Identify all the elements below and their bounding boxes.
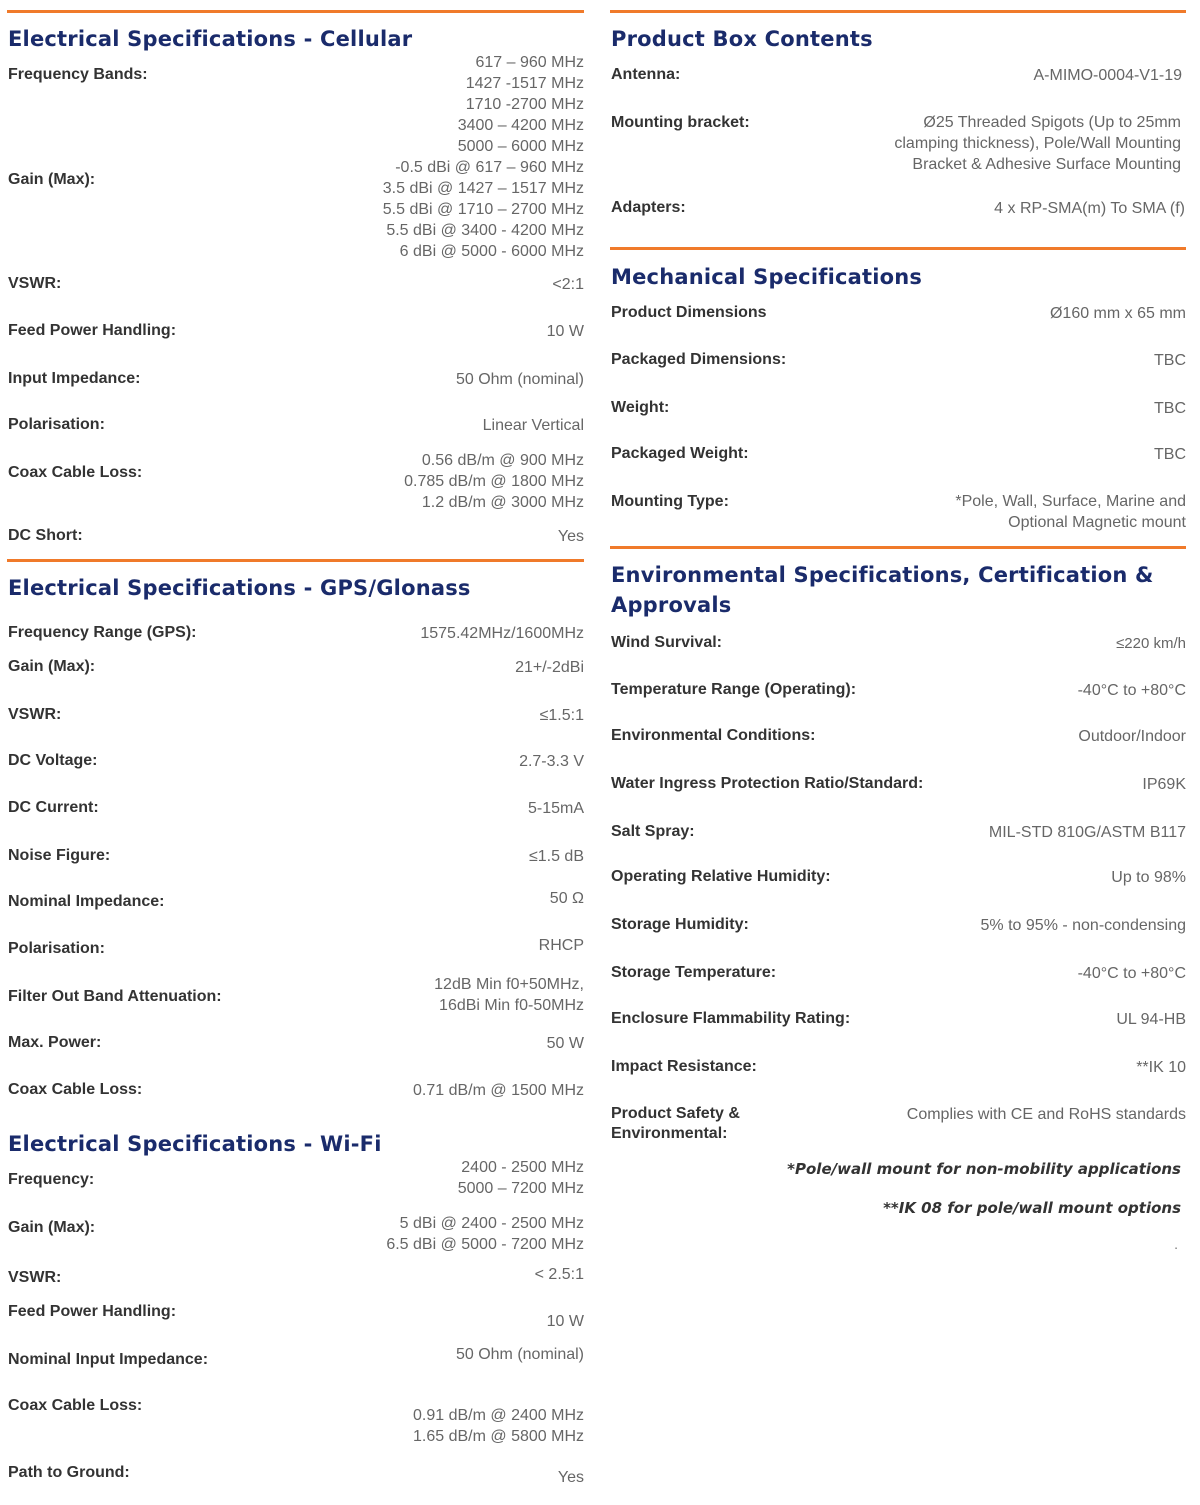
value-temperature-range: -40°C to +80°C: [1077, 682, 1186, 699]
label-environmental-conditions: Environmental Conditions:: [611, 727, 816, 744]
label-mounting-bracket: Mounting bracket:: [611, 114, 750, 131]
label-operating-humidity: Operating Relative Humidity:: [611, 868, 831, 885]
value-vswr: < 2.5:1: [534, 1266, 584, 1283]
label-gain: Gain (Max):: [8, 171, 96, 188]
value-salt-spray: MIL-STD 810G/ASTM B117: [988, 824, 1186, 841]
value-dc-current: 5-15mA: [527, 800, 584, 817]
value-operating-humidity: Up to 98%: [1111, 869, 1186, 886]
label-coax-loss: Coax Cable Loss:: [8, 1081, 143, 1098]
label-packaged-dimensions: Packaged Dimensions:: [611, 351, 787, 368]
label-max-power: Max. Power:: [8, 1034, 102, 1051]
value-weight: TBC: [1154, 400, 1186, 417]
value-gain: 5 dBi @ 2400 - 2500 MHz 6.5 dBi @ 5000 - 7200 MHz: [386, 1215, 584, 1253]
label-packaged-weight: Packaged Weight:: [611, 445, 749, 462]
value-coax-loss: 0.71 dB/m @ 1500 MHz: [413, 1082, 584, 1099]
label-flammability-rating: Enclosure Flammability Rating:: [611, 1010, 851, 1027]
section-title-box-contents: Product Box Contents: [611, 27, 873, 51]
value-mounting-type: *Pole, Wall, Surface, Marine and Optional Magnetic mount: [955, 493, 1186, 531]
section-divider: [7, 559, 584, 562]
label-wind-survival: Wind Survival:: [611, 634, 722, 651]
value-storage-humidity: 5% to 95% - non-condensing: [980, 917, 1186, 934]
label-antenna: Antenna:: [611, 66, 681, 83]
label-weight: Weight:: [611, 399, 670, 416]
label-feed-power: Feed Power Handling:: [8, 322, 177, 339]
value-frequency-bands: 617 – 960 MHz 1427 -1517 MHz 1710 -2700 MHz 3400 – 4200 MHz 5000 – 6000 MHz: [457, 54, 584, 155]
value-nominal-impedance: 50 Ω: [549, 890, 584, 907]
label-storage-temperature: Storage Temperature:: [611, 964, 777, 981]
value-wind-survival: ≤220 km/h: [1116, 635, 1186, 652]
value-frequency-range: 1575.42MHz/1600MHz: [420, 625, 584, 642]
value-mounting-bracket: Ø25 Threaded Spigots (Up to 25mm clamping thickness), Pole/Wall Mounting Bracket & Adhesive Surface Mounting: [894, 114, 1181, 173]
label-vswr: VSWR:: [8, 1269, 62, 1286]
section-divider: [7, 10, 584, 13]
value-adapters: 4 x RP-SMA(m) To SMA (f): [994, 200, 1185, 217]
value-coax-loss: 0.91 dB/m @ 2400 MHz 1.65 dB/m @ 5800 MHz: [413, 1407, 584, 1445]
value-dc-short: Yes: [557, 528, 584, 545]
label-dc-current: DC Current:: [8, 799, 99, 816]
label-coax-loss: Coax Cable Loss:: [8, 1397, 143, 1414]
value-feed-power: 10 W: [546, 323, 584, 340]
label-gain: Gain (Max):: [8, 1219, 96, 1236]
value-storage-temperature: -40°C to +80°C: [1077, 965, 1186, 982]
value-product-safety: Complies with CE and RoHS standards: [906, 1106, 1186, 1123]
label-feed-power: Feed Power Handling:: [8, 1303, 177, 1320]
value-feed-power: 10 W: [546, 1313, 584, 1330]
value-ingress-protection: IP69K: [1142, 776, 1186, 793]
section-title-cellular: Electrical Specifications - Cellular: [8, 27, 413, 51]
label-dc-short: DC Short:: [8, 527, 83, 544]
label-nominal-input-impedance: Nominal Input Impedance:: [8, 1351, 209, 1368]
label-coax-loss: Coax Cable Loss:: [8, 464, 143, 481]
value-frequency: 2400 - 2500 MHz 5000 – 7200 MHz: [457, 1159, 584, 1197]
label-frequency-bands: Frequency Bands:: [8, 66, 148, 83]
value-polarisation: Linear Vertical: [482, 417, 584, 434]
value-gain: -0.5 dBi @ 617 – 960 MHz 3.5 dBi @ 1427 – 1517 MHz 5.5 dBi @ 1710 – 2700 MHz 5.5 dBi @ 3400 - 4200 MHz 6 dBi @ 5000 - 6000 MHz: [382, 159, 584, 260]
label-polarisation: Polarisation:: [8, 940, 105, 957]
footnote-ik08: **IK 08 for pole/wall mount options: [883, 1199, 1181, 1217]
section-title-gps: Electrical Specifications - GPS/Glonass: [8, 576, 471, 600]
value-product-dimensions: Ø160 mm x 65 mm: [1049, 305, 1186, 322]
section-title-wifi: Electrical Specifications - Wi-Fi: [8, 1132, 382, 1156]
value-impact-resistance: **IK 10: [1136, 1059, 1186, 1076]
label-ingress-protection: Water Ingress Protection Ratio/Standard:: [611, 775, 924, 792]
value-vswr: <2:1: [552, 276, 584, 293]
label-adapters: Adapters:: [611, 199, 686, 216]
section-divider: [610, 10, 1186, 13]
label-storage-humidity: Storage Humidity:: [611, 916, 749, 933]
value-noise-figure: ≤1.5 dB: [528, 848, 584, 865]
value-dc-voltage: 2.7-3.3 V: [519, 753, 584, 770]
label-polarisation: Polarisation:: [8, 416, 105, 433]
value-path-to-ground: Yes: [557, 1469, 584, 1486]
value-max-power: 50 W: [546, 1035, 584, 1052]
label-noise-figure: Noise Figure:: [8, 847, 111, 864]
footnote-pole-wall: *Pole/wall mount for non-mobility applications: [787, 1160, 1181, 1178]
label-input-impedance: Input Impedance:: [8, 370, 141, 387]
label-mounting-type: Mounting Type:: [611, 493, 729, 510]
label-product-safety: Product Safety & Environmental:: [611, 1105, 740, 1142]
value-polarisation: RHCP: [538, 937, 584, 954]
stray-dot: .: [1174, 1236, 1178, 1252]
section-divider: [610, 247, 1186, 250]
label-salt-spray: Salt Spray:: [611, 823, 695, 840]
value-vswr: ≤1.5:1: [539, 707, 584, 724]
label-frequency-range: Frequency Range (GPS):: [8, 624, 197, 641]
label-impact-resistance: Impact Resistance:: [611, 1058, 757, 1075]
section-title-mechanical: Mechanical Specifications: [611, 265, 923, 289]
value-input-impedance: 50 Ohm (nominal): [455, 371, 584, 388]
label-temperature-range: Temperature Range (Operating):: [611, 681, 857, 698]
section-title-environmental: Environmental Specifications, Certification & Approvals: [611, 563, 1154, 617]
label-vswr: VSWR:: [8, 706, 62, 723]
label-filter-attenuation: Filter Out Band Attenuation:: [8, 988, 222, 1005]
value-flammability-rating: UL 94-HB: [1116, 1011, 1186, 1028]
label-dc-voltage: DC Voltage:: [8, 752, 98, 769]
value-packaged-dimensions: TBC: [1154, 352, 1186, 369]
label-path-to-ground: Path to Ground:: [8, 1464, 130, 1481]
value-gain: 21+/-2dBi: [515, 659, 584, 676]
label-frequency: Frequency:: [8, 1171, 95, 1188]
label-product-dimensions: Product Dimensions: [611, 304, 767, 321]
value-antenna: A-MIMO-0004-V1-19: [1033, 67, 1182, 84]
value-filter-attenuation: 12dB Min f0+50MHz, 16dBi Min f0-50MHz: [434, 976, 584, 1014]
value-coax-loss: 0.56 dB/m @ 900 MHz 0.785 dB/m @ 1800 MHz 1.2 dB/m @ 3000 MHz: [404, 452, 584, 511]
value-environmental-conditions: Outdoor/Indoor: [1078, 728, 1186, 745]
value-nominal-input-impedance: 50 Ohm (nominal): [455, 1346, 584, 1363]
label-nominal-impedance: Nominal Impedance:: [8, 893, 165, 910]
section-divider: [610, 546, 1186, 549]
label-gain: Gain (Max):: [8, 658, 96, 675]
value-packaged-weight: TBC: [1154, 446, 1186, 463]
label-vswr: VSWR:: [8, 275, 62, 292]
